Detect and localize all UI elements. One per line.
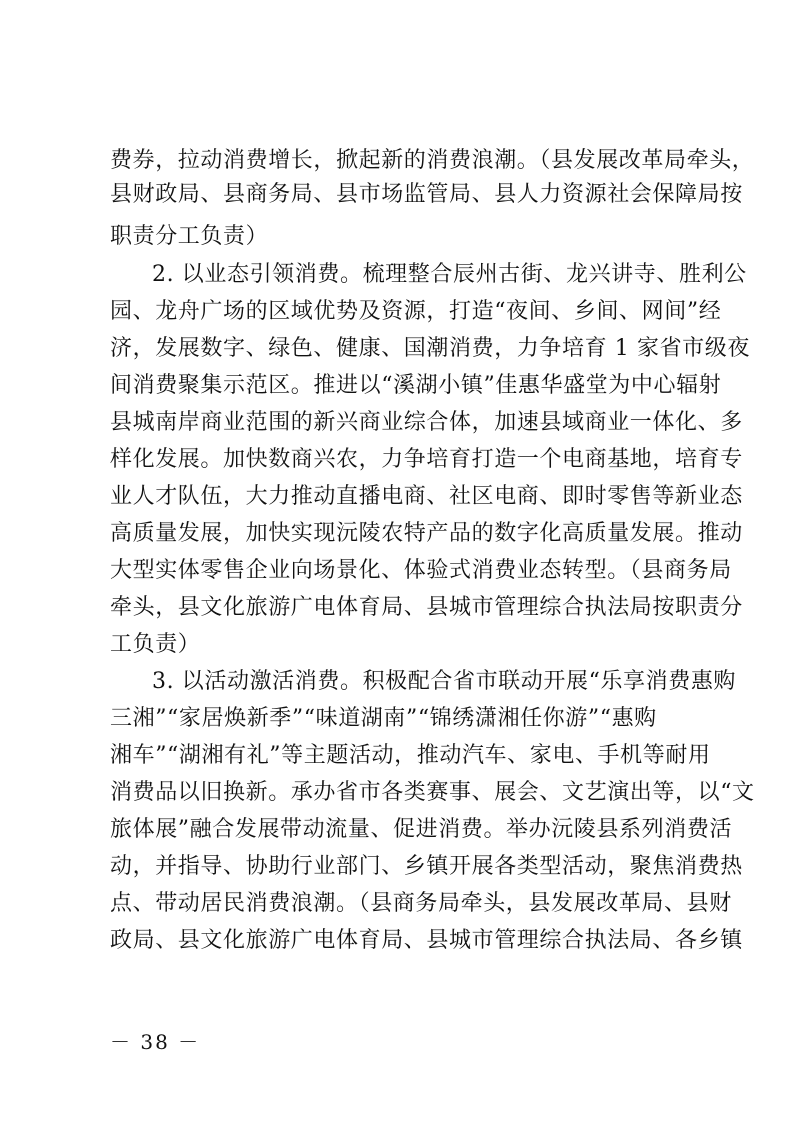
paragraph-2-start: 2. 以业态引领消费。梳理整合辰州古街、龙兴讲寺、胜利公	[152, 262, 747, 287]
text-line: 工负责）	[110, 632, 201, 657]
text-line: 园、龙舟广场的区域优势及资源，打造“夜间、乡间、网间”经	[110, 299, 722, 324]
page-number: － 38 －	[110, 1030, 201, 1054]
text-line: 大型实体零售企业向场景化、体验式消费业态转型。（县商务局	[110, 558, 732, 583]
text-line: 消费品以旧换新。承办省市各类赛事、展会、文艺演出等，以“文	[110, 780, 755, 805]
text-line: 牵头，县文化旅游广电体育局、县城市管理综合执法局按职责分	[110, 595, 743, 620]
text-line: 政局、县文化旅游广电体育局、县城市管理综合执法局、各乡镇	[110, 928, 743, 953]
text-line: 业人才队伍，大力推动直播电商、社区电商、即时零售等新业态	[110, 484, 743, 509]
text-line: 县城南岸商业范围的新兴商业综合体，加速县域商业一体化、多	[110, 410, 743, 435]
text-line: 三湘”“家居焕新季”“味道湖南”“锦绣潇湘任你游”“惠购	[110, 706, 657, 731]
text-line: 县财政局、县商务局、县市场监管局、县人力资源社会保障局按	[110, 182, 743, 207]
text-line: 样化发展。加快数商兴农，力争培育打造一个电商基地，培育专	[110, 447, 743, 472]
text-line: 济，发展数字、绿色、健康、国潮消费，力争培育 1 家省市级夜	[110, 336, 750, 361]
text-line: 费券，拉动消费增长，掀起新的消费浪潮。（县发展改革局牵头，	[110, 148, 755, 173]
text-line: 湘车”“湖湘有礼”等主题活动，推动汽车、家电、手机等耐用	[110, 743, 711, 768]
text-line: 间消费聚集示范区。推进以“溪湖小镇”佳惠华盛堂为中心辐射	[110, 373, 722, 398]
text-line: 点、带动居民消费浪潮。（县商务局牵头，县发展改革局、县财	[110, 891, 732, 916]
text-line: 高质量发展，加快实现沅陵农特产品的数字化高质量发展。推动	[110, 521, 743, 546]
text-line: 旅体展”融合发展带动流量、促进消费。举办沅陵县系列消费活	[110, 817, 733, 842]
paragraph-3-start: 3. 以活动激活消费。积极配合省市联动开展“乐享消费惠购	[152, 669, 737, 694]
text-line: 动，并指导、协助行业部门、乡镇开展各类型活动，聚焦消费热	[110, 854, 743, 879]
text-line: 职责分工负责）	[110, 224, 269, 249]
